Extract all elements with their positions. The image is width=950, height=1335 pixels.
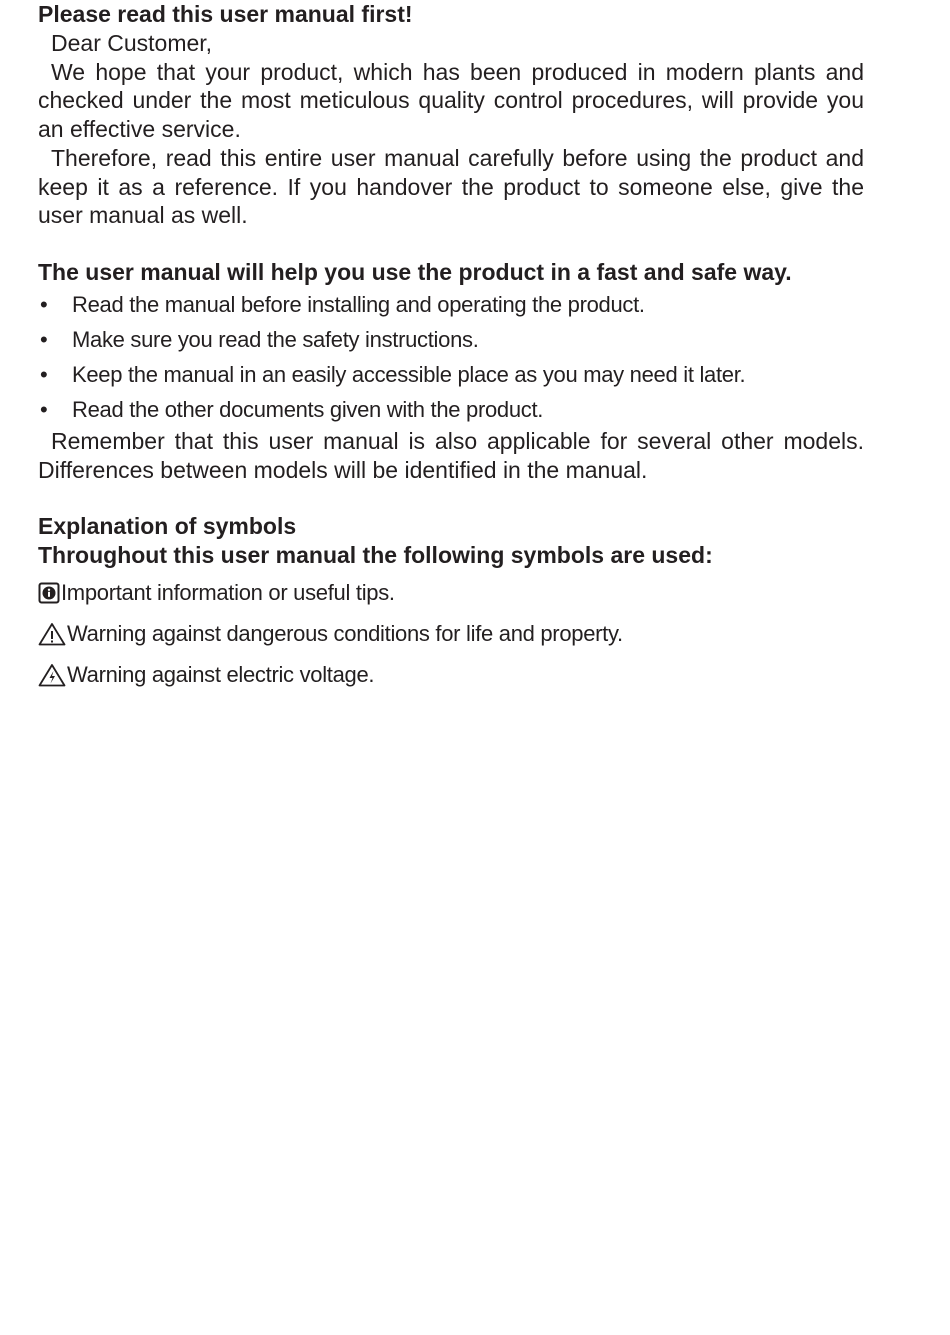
models-paragraph: Remember that this user manual is also applicable for several other models. Differences between models will be identified in the manual. — [38, 427, 864, 483]
list-item-text: Read the manual before installing and operating the product. — [72, 291, 645, 317]
bullet-icon: • — [40, 326, 48, 352]
read-paragraph: Therefore, read this entire user manual carefully before using the product and keep it as a reference. If you handover the product to someone else, give the user manual as well. — [38, 144, 864, 229]
list-item — [38, 392, 864, 427]
bullet-icon: • — [40, 291, 48, 317]
list-item-text: Keep the manual in an easily accessible place as you may need it later. — [72, 361, 746, 387]
warning-icon — [38, 622, 66, 646]
symbols-subheading: Throughout this user manual the following symbols are used: — [38, 542, 713, 569]
symbol-info-row — [38, 572, 864, 613]
symbol-electric-text: Warning against electric voltage. — [67, 661, 375, 687]
symbol-warning-text: Warning against dangerous conditions for life and property. — [67, 620, 623, 646]
list-item — [38, 357, 864, 392]
bullet-icon: • — [40, 361, 48, 387]
help-heading: The user manual will help you use the product in a fast and safe way. — [38, 258, 792, 285]
list-item-text: Read the other documents given with the product. — [72, 396, 544, 422]
list-item — [38, 287, 864, 322]
symbol-warning-row — [38, 613, 864, 654]
list-item-text: Make sure you read the safety instructions. — [72, 326, 479, 352]
intro-paragraph: We hope that your product, which has been produced in modern plants and checked under the most meticulous quality control procedures, will provide you an effective service. — [38, 58, 864, 143]
symbols-heading: Explanation of symbols — [38, 513, 297, 540]
info-icon — [38, 582, 60, 604]
bullet-icon: • — [40, 396, 48, 422]
page-title: Please read this user manual first! — [38, 1, 413, 27]
symbol-electric-row — [38, 654, 864, 695]
electric-warning-icon — [38, 663, 66, 687]
bullet-list — [38, 287, 864, 427]
symbol-info-text: Important information or useful tips. — [61, 579, 395, 605]
list-item — [38, 322, 864, 357]
spacer — [38, 230, 864, 258]
greeting: Dear Customer, — [51, 30, 213, 56]
spacer — [38, 484, 864, 512]
